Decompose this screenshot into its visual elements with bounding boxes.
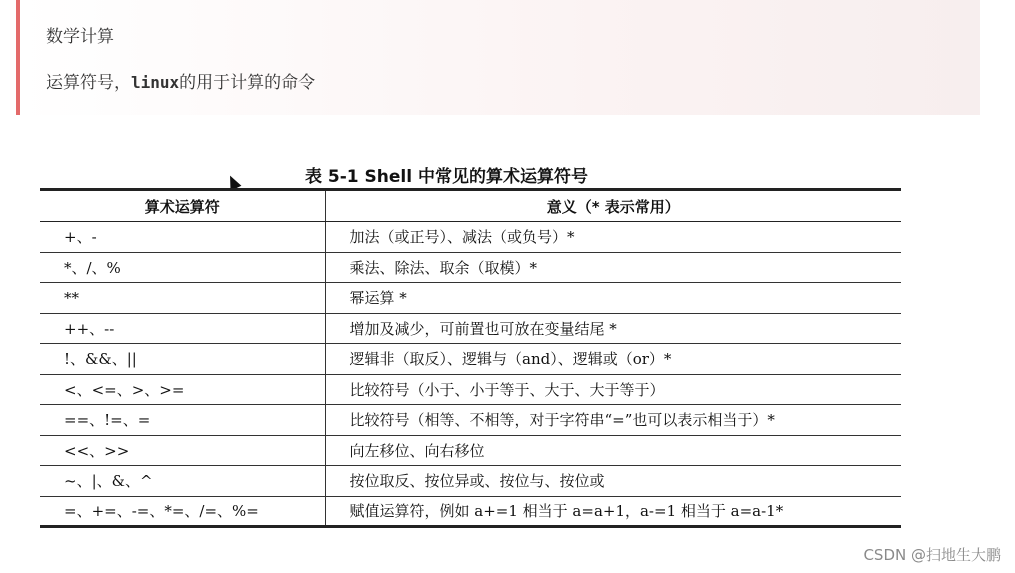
meaning-cell: 按位取反、按位异或、按位与、按位或 xyxy=(325,466,901,497)
operator-cell: +、- xyxy=(40,222,325,253)
table-row xyxy=(40,405,901,436)
table-row xyxy=(40,252,901,283)
table-title: 表 5-1 Shell 中常见的算术运算符号 xyxy=(305,167,588,187)
table-row xyxy=(40,313,901,344)
meaning-cell: 加法（或正号）、减法（或负号）* xyxy=(325,222,901,253)
note-box xyxy=(16,0,980,115)
table-row xyxy=(40,435,901,466)
table-row xyxy=(40,222,901,253)
operator-cell: ++、-- xyxy=(40,313,325,344)
note-text-pre: 运算符号， xyxy=(46,73,131,93)
meaning-cell: 赋值运算符，例如 a+=1 相当于 a=a+1，a-=1 相当于 a=a-1* xyxy=(325,496,901,527)
operator-cell: !、&&、|| xyxy=(40,344,325,375)
meaning-cell: 比较符号（小于、小于等于、大于、大于等于） xyxy=(325,374,901,405)
meaning-cell: 逻辑非（取反）、逻辑与（and）、逻辑或（or）* xyxy=(325,344,901,375)
header-meaning: 意义（* 表示常用） xyxy=(325,190,901,222)
table-row xyxy=(40,496,901,527)
table-header-row xyxy=(40,190,901,222)
operator-cell: ~、|、&、^ xyxy=(40,466,325,497)
note-text-post: 的用于计算的命令 xyxy=(179,73,316,93)
meaning-cell: 增加及减少，可前置也可放在变量结尾 * xyxy=(325,313,901,344)
note-heading: 数学计算 xyxy=(46,27,114,47)
table-row xyxy=(40,344,901,375)
operator-cell: *、/、% xyxy=(40,252,325,283)
operator-cell: <、<=、>、>= xyxy=(40,374,325,405)
meaning-cell: 乘法、除法、取余（取模）* xyxy=(325,252,901,283)
table-row xyxy=(40,283,901,314)
note-description xyxy=(46,68,315,93)
operator-cell: =、+=、-=、*=、/=、%= xyxy=(40,496,325,527)
operator-cell: <<、>> xyxy=(40,435,325,466)
table-row xyxy=(40,466,901,497)
table-row xyxy=(40,374,901,405)
meaning-cell: 向左移位、向右移位 xyxy=(325,435,901,466)
note-command: linux xyxy=(131,73,180,92)
header-operator: 算术运算符 xyxy=(40,190,325,222)
operator-cell: ==、!=、= xyxy=(40,405,325,436)
meaning-cell: 幂运算 * xyxy=(325,283,901,314)
operator-cell: ** xyxy=(40,283,325,314)
operator-table xyxy=(40,188,901,528)
meaning-cell: 比较符号（相等、不相等，对于字符串“=”也可以表示相当于）* xyxy=(325,405,901,436)
watermark: CSDN @扫地生大鹏 xyxy=(863,546,1001,564)
